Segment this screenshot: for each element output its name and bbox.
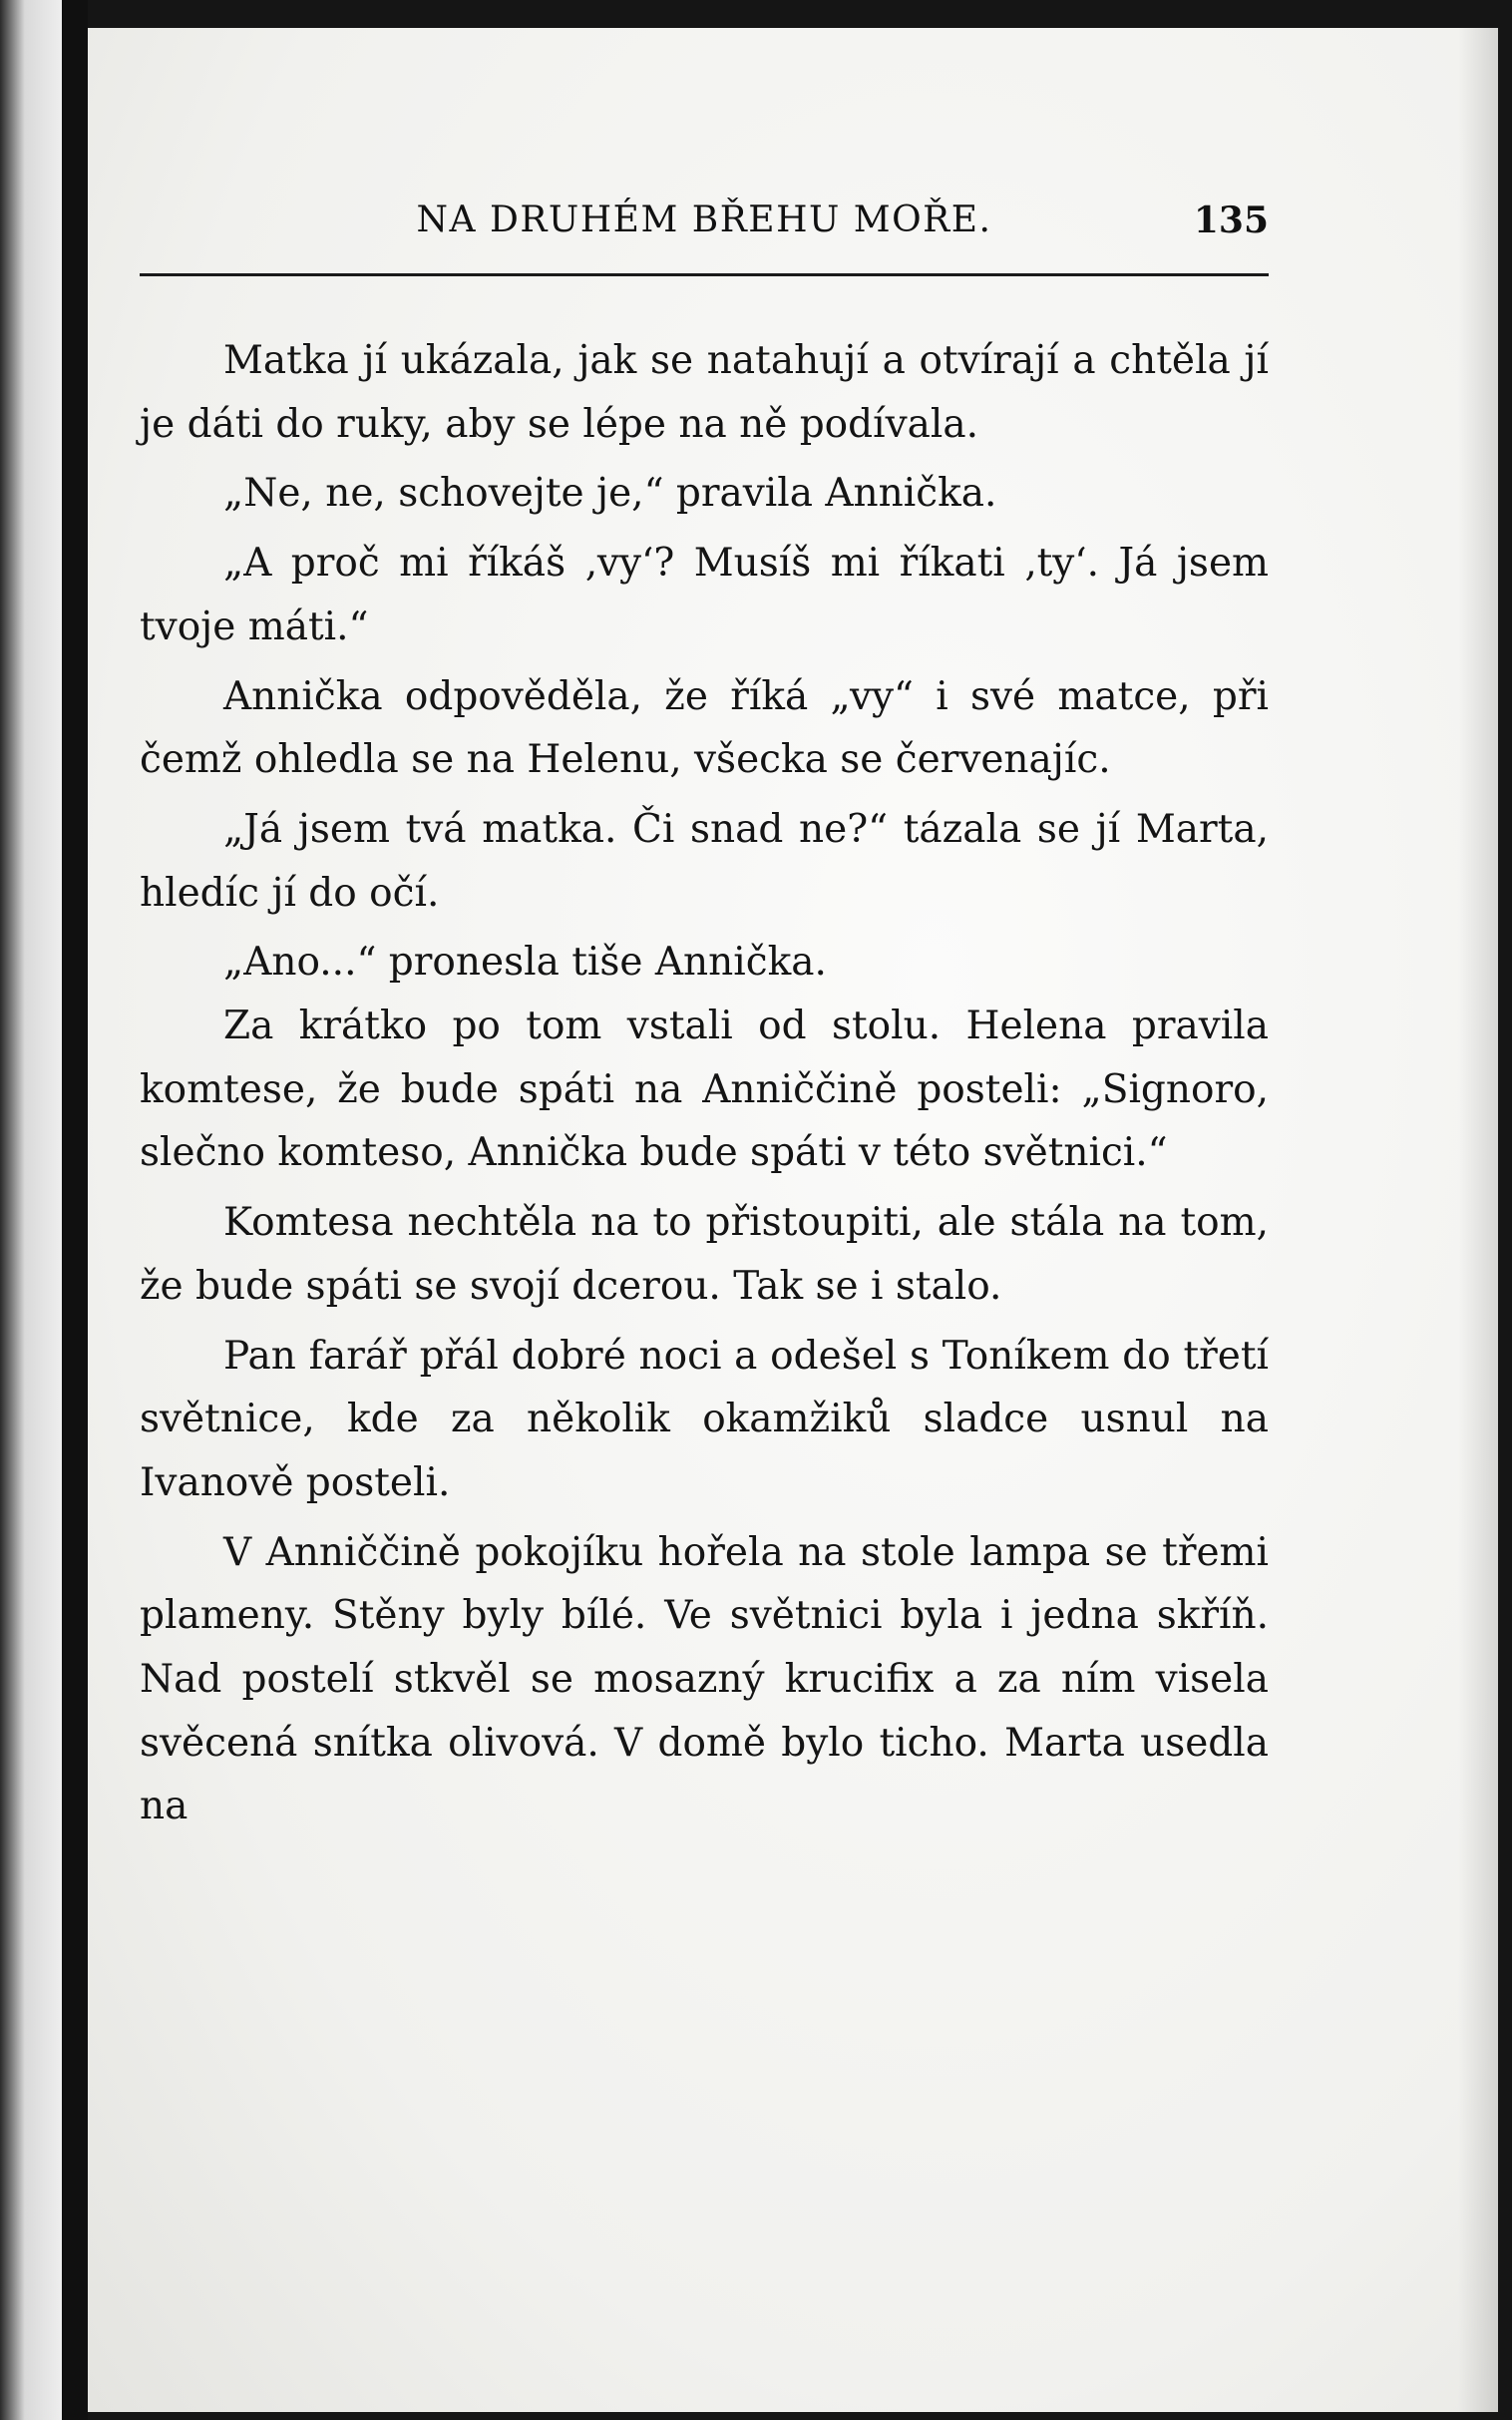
page-header [140, 186, 1269, 257]
paragraph: Pan farář přál dobré noci a odešel s Toníkem do třetí světnice, kde za několik okamžiků sladce usnul na Ivanově posteli. [140, 1333, 1269, 1505]
paragraph: Komtesa nechtěla na to přistoupiti, ale stála na tom, že bude spáti se svojí dcerou. Tak se i stalo. [140, 1200, 1269, 1309]
paragraph: „A proč mi říkáš ‚vy‘? Musíš mi říkati ‚ty‘. Já jsem tvoje máti.“ [140, 541, 1269, 649]
page-number: 135 [1193, 200, 1269, 241]
header-rule [140, 273, 1269, 276]
running-title: NA DRUHÉM BŘEHU MOŘE. [416, 200, 992, 240]
paragraph: Annička odpověděla, že říká „vy“ i své matce, při čemž ohledla se na Helenu, všecka se červenajíc. [140, 673, 1269, 783]
paragraph: „Já jsem tvá matka. Či snad ne?“ tázala se jí Marta, hledíc jí do očí. [140, 806, 1269, 916]
page-shadow [1458, 28, 1498, 2412]
book-gutter [62, 0, 88, 2420]
left-page-edge [0, 0, 62, 2420]
paragraph: Za krátko po tom vstali od stolu. Helena pravila komtese, že bude spáti na Anniččině posteli: „Signoro, slečno komteso, Annička bude spáti v této světnici.“ [140, 1004, 1269, 1176]
paragraph: V Anniččině pokojíku hořela na stole lampa se třemi plameny. Stěny byly bílé. Ve světnici byla i jedna skříň. Nad postelí stkvěl se mosazný krucifix a za ním visela svěcená snítka olivová. V domě bylo ticho. Marta usedla na [140, 1529, 1269, 1829]
paragraph: Matka jí ukázala, jak se natahují a otvírají a chtěla jí je dáti do ruky, aby se lépe na ně podívala. [140, 338, 1269, 447]
page-body [140, 329, 1269, 1844]
paragraph: „Ano...“ pronesla tiše Annička. [223, 940, 827, 986]
paragraph: „Ne, ne, schovejte je,“ pravila Annička. [223, 471, 997, 517]
